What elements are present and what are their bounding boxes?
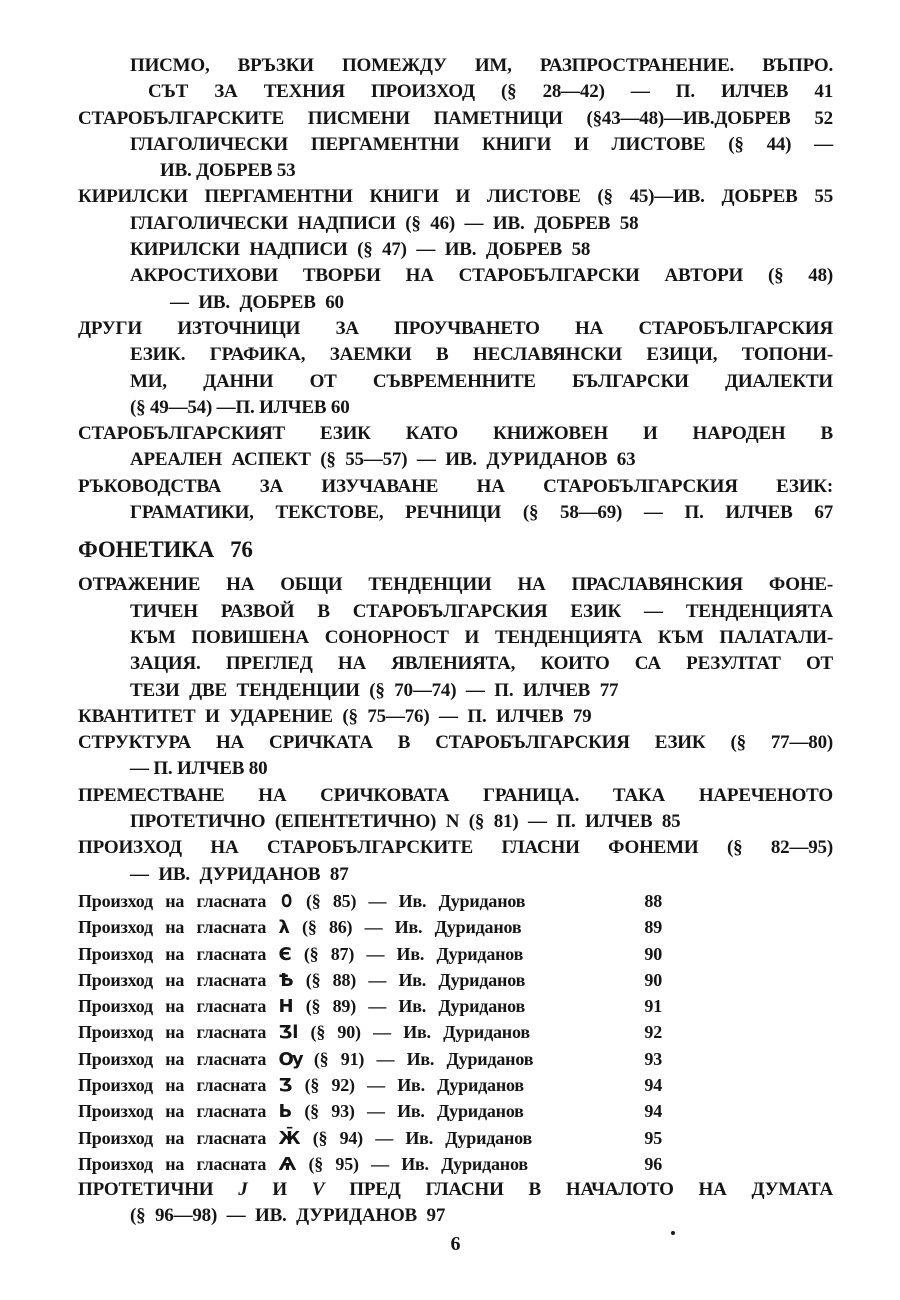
page-number: 91 bbox=[644, 996, 662, 1017]
toc-entry: (§ 49—54) —П. ИЛЧЕВ 60 bbox=[130, 396, 350, 418]
toc-entry: СТРУКТУРА НА СРИЧКАТА В СТАРОБЪЛГАРСКИЯ ЕЗИК (§ 77—80) bbox=[78, 732, 833, 754]
toc-text-segment: ПРОТЕТИЧНИ bbox=[78, 1179, 214, 1201]
toc-entry: — ИВ. ДУРИДАНОВ 87 bbox=[130, 863, 349, 885]
toc-entry: ПРОИЗХОД НА СТАРОБЪЛГАРСКИТЕ ГЛАСНИ ФОНЕМИ (§ 82—95) bbox=[78, 837, 833, 859]
page-number: 94 bbox=[644, 1074, 662, 1095]
vowel-entry-prefix: Произход на гласната bbox=[78, 1127, 267, 1148]
toc-entry-vowel-origin bbox=[78, 1125, 662, 1151]
latin-letter-j: J bbox=[238, 1179, 248, 1201]
toc-entry: МИ, ДАННИ ОТ СЪВРЕМЕННИТЕ БЪЛГАРСКИ ДИАЛЕКТИ bbox=[130, 370, 833, 392]
page-number: 94 bbox=[644, 1101, 662, 1122]
toc-entry: ОТРАЖЕНИЕ НА ОБЩИ ТЕНДЕНЦИИ НА ПРАСЛАВЯНСКИЯ ФОНЕ- bbox=[78, 574, 833, 596]
old-cyrillic-letter: Ʒ bbox=[278, 1074, 293, 1096]
toc-entry: ЕЗИК. ГРАФИКА, ЗАЕМКИ В НЕСЛАВЯНСКИ ЕЗИЦИ, ТОПОНИ- bbox=[130, 344, 833, 366]
toc-entry-vowel-origin bbox=[78, 1046, 662, 1072]
vowel-entry-ref: (§ 86) — Ив. Дуриданов bbox=[302, 917, 522, 938]
toc-entry: СТАРОБЪЛГАРСКИЯТ ЕЗИК КАТО КНИЖОВЕН И НАРОДЕН В bbox=[78, 423, 833, 445]
page-number: 96 bbox=[644, 1153, 662, 1174]
toc-entry: ПРОТЕТИЧНО (ЕПЕНТЕТИЧНО) N (§ 81) — П. ИЛЧЕВ 85 bbox=[130, 811, 681, 833]
toc-entry: АРЕАЛЕН АСПЕКТ (§ 55—57) — ИВ. ДУРИДАНОВ 63 bbox=[130, 449, 636, 471]
toc-entry-vowel-origin bbox=[78, 888, 662, 914]
vowel-entry-text bbox=[78, 1125, 532, 1152]
page-number: 90 bbox=[644, 969, 662, 990]
vowel-entry-ref: (§ 90) — Ив. Дуриданов bbox=[310, 1022, 530, 1043]
vowel-entry-prefix: Произход на гласната bbox=[78, 890, 267, 911]
toc-entry: КВАНТИТЕТ И УДАРЕНИЕ (§ 75—76) — П. ИЛЧЕВ 79 bbox=[78, 705, 592, 727]
toc-entry: ИВ. ДОБРЕВ 53 bbox=[160, 160, 296, 182]
old-cyrillic-letter: Н bbox=[278, 996, 294, 1018]
vowel-entry-text bbox=[78, 993, 525, 1020]
vowel-entry-ref: (§ 95) — Ив. Дуриданов bbox=[308, 1153, 528, 1174]
page-number: 92 bbox=[644, 1022, 662, 1043]
vowel-entry-prefix: Произход на гласната bbox=[78, 1074, 267, 1095]
vowel-entry-prefix: Произход на гласната bbox=[78, 943, 267, 964]
toc-entry: ДРУГИ ИЗТОЧНИЦИ ЗА ПРОУЧВАНЕТО НА СТАРОБЪЛГАРСКИЯ bbox=[78, 317, 833, 339]
vowel-entry-ref: (§ 89) — Ив. Дуриданов bbox=[305, 996, 526, 1017]
toc-entry: ПИСМО, ВРЪЗКИ ПОМЕЖДУ ИМ, РАЗПРОСТРАНЕНИЕ. ВЪПРО. bbox=[130, 55, 833, 76]
vowel-entry-ref: (§ 91) — Ив. Дуриданов bbox=[313, 1048, 534, 1069]
vowel-entry-text bbox=[78, 941, 523, 968]
toc-entry: СЪТ ЗА ТЕХНИЯ ПРОИЗХОД (§ 28—42) — П. ИЛЧЕВ 41 bbox=[148, 81, 833, 103]
vowel-entry-text bbox=[78, 967, 525, 994]
section-heading-label: ФОНЕТИКА bbox=[78, 537, 215, 563]
toc-entry-vowel-origin bbox=[78, 914, 662, 940]
toc-entry-vowel-origin bbox=[78, 1098, 662, 1124]
toc-entry: — ИВ. ДОБРЕВ 60 bbox=[170, 291, 344, 313]
latin-letter-v: V bbox=[311, 1179, 325, 1201]
vowel-entry-prefix: Произход на гласната bbox=[78, 996, 267, 1017]
toc-entry-vowel-origin bbox=[78, 967, 662, 993]
toc-entry: — П. ИЛЧЕВ 80 bbox=[130, 758, 268, 780]
toc-entry: АКРОСТИХОВИ ТВОРБИ НА СТАРОБЪЛГАРСКИ АВТОРИ (§ 48) bbox=[130, 265, 833, 287]
page-number: 95 bbox=[644, 1127, 662, 1148]
toc-entry-vowel-origin bbox=[78, 993, 662, 1019]
vowel-entry-prefix: Произход на гласната bbox=[78, 1101, 267, 1122]
old-cyrillic-letter: Оу bbox=[278, 1048, 302, 1070]
section-heading-phonetics bbox=[78, 535, 833, 565]
page-number-footer: 6 bbox=[450, 1232, 461, 1255]
vowel-entry-ref: (§ 93) — Ив. Дуриданов bbox=[304, 1101, 524, 1122]
page-number: 89 bbox=[644, 917, 662, 938]
toc-entry: КИРИЛСКИ ПЕРГАМЕНТНИ КНИГИ И ЛИСТОВЕ (§ 45)—ИВ. ДОБРЕВ 55 bbox=[78, 186, 833, 208]
toc-entry-protetichni bbox=[78, 1177, 833, 1203]
page-number: 90 bbox=[644, 943, 662, 964]
old-cyrillic-letter: Ʒl bbox=[278, 1022, 299, 1044]
old-cyrillic-letter: λ bbox=[278, 917, 290, 939]
vowel-entry-text bbox=[78, 1046, 533, 1073]
toc-entry: ЗАЦИЯ. ПРЕГЛЕД НА ЯВЛЕНИЯТА, КОИТО СА РЕЗУЛТАТ ОТ bbox=[130, 653, 833, 675]
vowel-entry-prefix: Произход на гласната bbox=[78, 969, 267, 990]
old-cyrillic-letter: О bbox=[280, 890, 292, 912]
old-cyrillic-letter: Ж̄ bbox=[278, 1127, 301, 1149]
vowel-entry-text bbox=[78, 914, 521, 941]
toc-entry: КИРИЛСКИ НАДПИСИ (§ 47) — ИВ. ДОБРЕВ 58 bbox=[130, 239, 591, 261]
old-cyrillic-letter: Ѣ bbox=[278, 969, 294, 991]
toc-entry: ТИЧЕН РАЗВОЙ В СТАРОБЪЛГАРСКИЯ ЕЗИК — ТЕНДЕНЦИЯТА bbox=[130, 600, 833, 622]
old-cyrillic-letter: Є bbox=[278, 943, 292, 965]
toc-entry: ГЛАГОЛИЧЕСКИ НАДПИСИ (§ 46) — ИВ. ДОБРЕВ 58 bbox=[130, 212, 639, 234]
vowel-entry-text bbox=[78, 1098, 524, 1125]
vowel-entry-ref: (§ 88) — Ив. Дуриданов bbox=[305, 969, 526, 990]
vowel-entry-text bbox=[78, 888, 525, 915]
vowel-entry-prefix: Произход на гласната bbox=[78, 917, 267, 938]
toc-entry-vowel-origin bbox=[78, 1019, 662, 1045]
toc-entry: СТАРОБЪЛГАРСКИТЕ ПИСМЕНИ ПАМЕТНИЦИ (§43—48)—ИВ.ДОБРЕВ 52 bbox=[78, 107, 833, 129]
toc-entry-vowel-origin bbox=[78, 941, 662, 967]
page-number: 93 bbox=[644, 1048, 662, 1069]
old-cyrillic-letter: Ѧ bbox=[278, 1153, 297, 1175]
section-heading-page-number: 76 bbox=[230, 537, 253, 563]
vowel-entry-text bbox=[78, 1019, 530, 1046]
page-number: 88 bbox=[644, 890, 662, 911]
toc-text-segment: И bbox=[272, 1179, 288, 1201]
vowel-entry-prefix: Произход на гласната bbox=[78, 1153, 267, 1174]
toc-entry: ГРАМАТИКИ, ТЕКСТОВЕ, РЕЧНИЦИ (§ 58—69) — П. ИЛЧЕВ 67 bbox=[130, 502, 833, 524]
toc-entry: (§ 96—98) — ИВ. ДУРИДАНОВ 97 bbox=[130, 1205, 446, 1227]
ink-speck bbox=[671, 1231, 675, 1235]
vowel-entry-ref: (§ 94) — Ив. Дуриданов bbox=[312, 1127, 533, 1148]
vowel-entry-ref: (§ 92) — Ив. Дуриданов bbox=[304, 1074, 524, 1095]
vowel-entry-ref: (§ 85) — Ив. Дуриданов bbox=[305, 890, 526, 911]
toc-entry: ГЛАГОЛИЧЕСКИ ПЕРГАМЕНТНИ КНИГИ И ЛИСТОВЕ (§ 44) — bbox=[130, 133, 833, 155]
vowel-entry-text bbox=[78, 1151, 528, 1178]
toc-entry-vowel-origin bbox=[78, 1151, 662, 1177]
toc-entry: РЪКОВОДСТВА ЗА ИЗУЧАВАНЕ НА СТАРОБЪЛГАРСКИЯ ЕЗИК: bbox=[78, 475, 833, 497]
toc-entry: ТЕЗИ ДВЕ ТЕНДЕНЦИИ (§ 70—74) — П. ИЛЧЕВ 77 bbox=[130, 679, 619, 701]
vowel-entry-prefix: Произход на гласната bbox=[78, 1048, 267, 1069]
toc-entry: КЪМ ПОВИШЕНА СОНОРНОСТ И ТЕНДЕНЦИЯТА КЪМ ПАЛАТАЛИ- bbox=[130, 626, 833, 648]
toc-entry: ПРЕМЕСТВАНЕ НА СРИЧКОВАТА ГРАНИЦА. ТАКА НАРЕЧЕНОТО bbox=[78, 784, 833, 806]
toc-entry-vowel-origin bbox=[78, 1072, 662, 1098]
vowel-entry-ref: (§ 87) — Ив. Дуриданов bbox=[303, 943, 524, 964]
toc-text-segment: ПРЕД ГЛАСНИ В НАЧАЛОТО НА ДУМАТА bbox=[349, 1179, 833, 1201]
vowel-entry-text bbox=[78, 1072, 524, 1099]
vowel-entry-prefix: Произход на гласната bbox=[78, 1022, 267, 1043]
old-cyrillic-letter: Ь bbox=[278, 1101, 293, 1123]
